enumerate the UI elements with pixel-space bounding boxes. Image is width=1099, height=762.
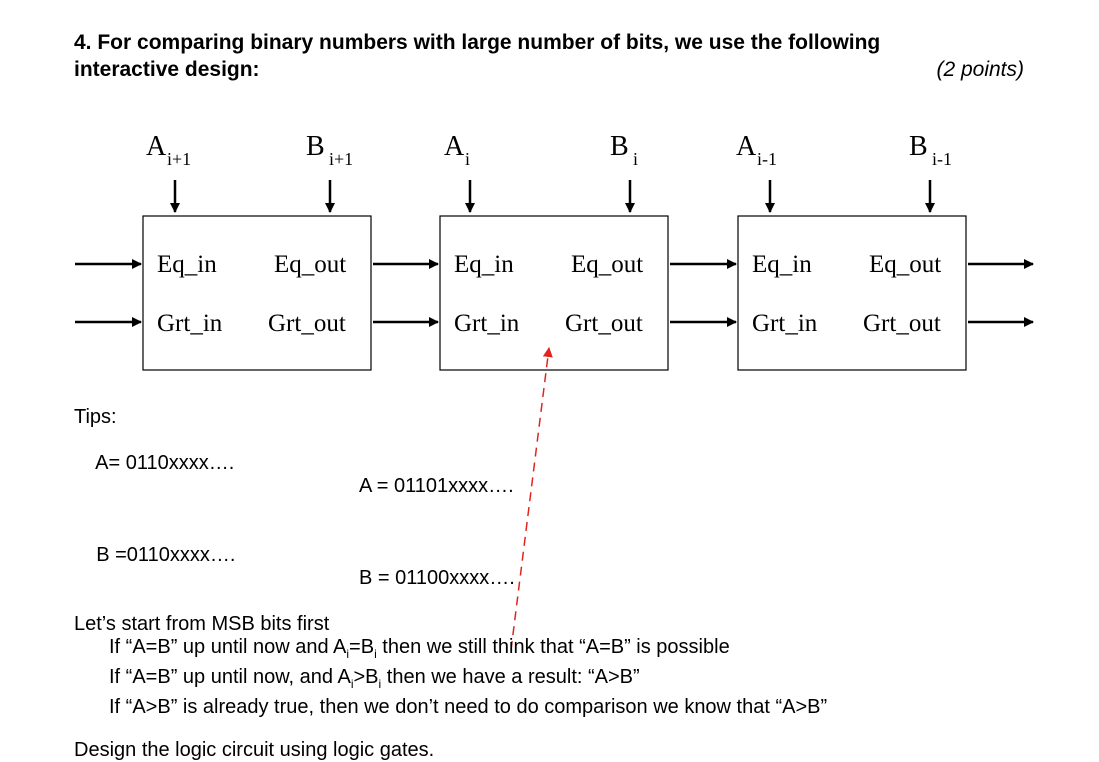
- msb-instruction: Let’s start from MSB bits first: [74, 613, 330, 635]
- question-points: (2 points): [936, 58, 1024, 81]
- port-grt-in: Grt_in: [454, 310, 520, 337]
- port-eq-out: Eq_out: [571, 251, 644, 278]
- port-grt-out: Grt_out: [863, 310, 941, 337]
- port-grt-out: Grt_out: [268, 310, 346, 337]
- input-label-b-i-minus-1: [909, 131, 952, 169]
- port-grt-in: Grt_in: [752, 310, 818, 337]
- question-title-line2: interactive design:: [74, 58, 260, 81]
- svg-text:B: B: [306, 131, 325, 162]
- svg-text:i+1: i+1: [167, 149, 192, 169]
- port-grt-in: Grt_in: [157, 310, 223, 337]
- input-label-a-i: [444, 131, 470, 169]
- port-eq-in: Eq_in: [752, 251, 812, 278]
- input-label-a-i-minus-1: [736, 131, 777, 169]
- port-eq-out: Eq_out: [869, 251, 942, 278]
- port-eq-in: Eq_in: [157, 251, 217, 278]
- port-eq-out: Eq_out: [274, 251, 347, 278]
- comparator-block-1: [143, 216, 371, 370]
- example1-b: B =0110xxxx….: [96, 544, 236, 566]
- svg-text:A: A: [736, 131, 757, 162]
- rule-3: If “A>B” is already true, then we don’t need to do comparison we know that “A>B”: [109, 696, 828, 718]
- input-label-a-i-plus-1: [146, 131, 191, 169]
- svg-text:B: B: [909, 131, 928, 162]
- rule-1: If “A=B” up until now and $A_i=B_i$ then we still think that “A=B” is possible: [109, 636, 730, 661]
- input-label-b-i: [610, 131, 638, 169]
- design-instruction: Design the logic circuit using logic gates.: [74, 739, 435, 761]
- port-grt-out: Grt_out: [565, 310, 643, 337]
- svg-text:i-1: i-1: [932, 149, 952, 169]
- rule-2: If “A=B” up until now, and $A_i>B_i$ then we have a result: “A>B”: [109, 666, 640, 691]
- svg-text:A: A: [146, 131, 167, 162]
- svg-text:i-1: i-1: [757, 149, 777, 169]
- svg-text:i: i: [633, 149, 639, 169]
- comparator-block-3: [738, 216, 966, 370]
- svg-text:i+1: i+1: [329, 149, 354, 169]
- svg-text:B: B: [610, 131, 629, 162]
- port-eq-in: Eq_in: [454, 251, 514, 278]
- example2-a: A = 01101xxxx….: [359, 475, 514, 497]
- svg-text:i: i: [465, 149, 471, 169]
- svg-text:A: A: [444, 131, 465, 162]
- input-label-b-i-plus-1: [306, 131, 353, 169]
- question-title-line1: 4. For comparing binary numbers with large number of bits, we use the following: [74, 31, 881, 54]
- tips-heading: Tips:: [74, 406, 117, 428]
- example1-a: A= 0110xxxx….: [95, 452, 235, 474]
- example2-b: B = 01100xxxx….: [359, 567, 515, 589]
- comparator-block-2: [440, 216, 668, 370]
- input-arrows: [175, 180, 930, 212]
